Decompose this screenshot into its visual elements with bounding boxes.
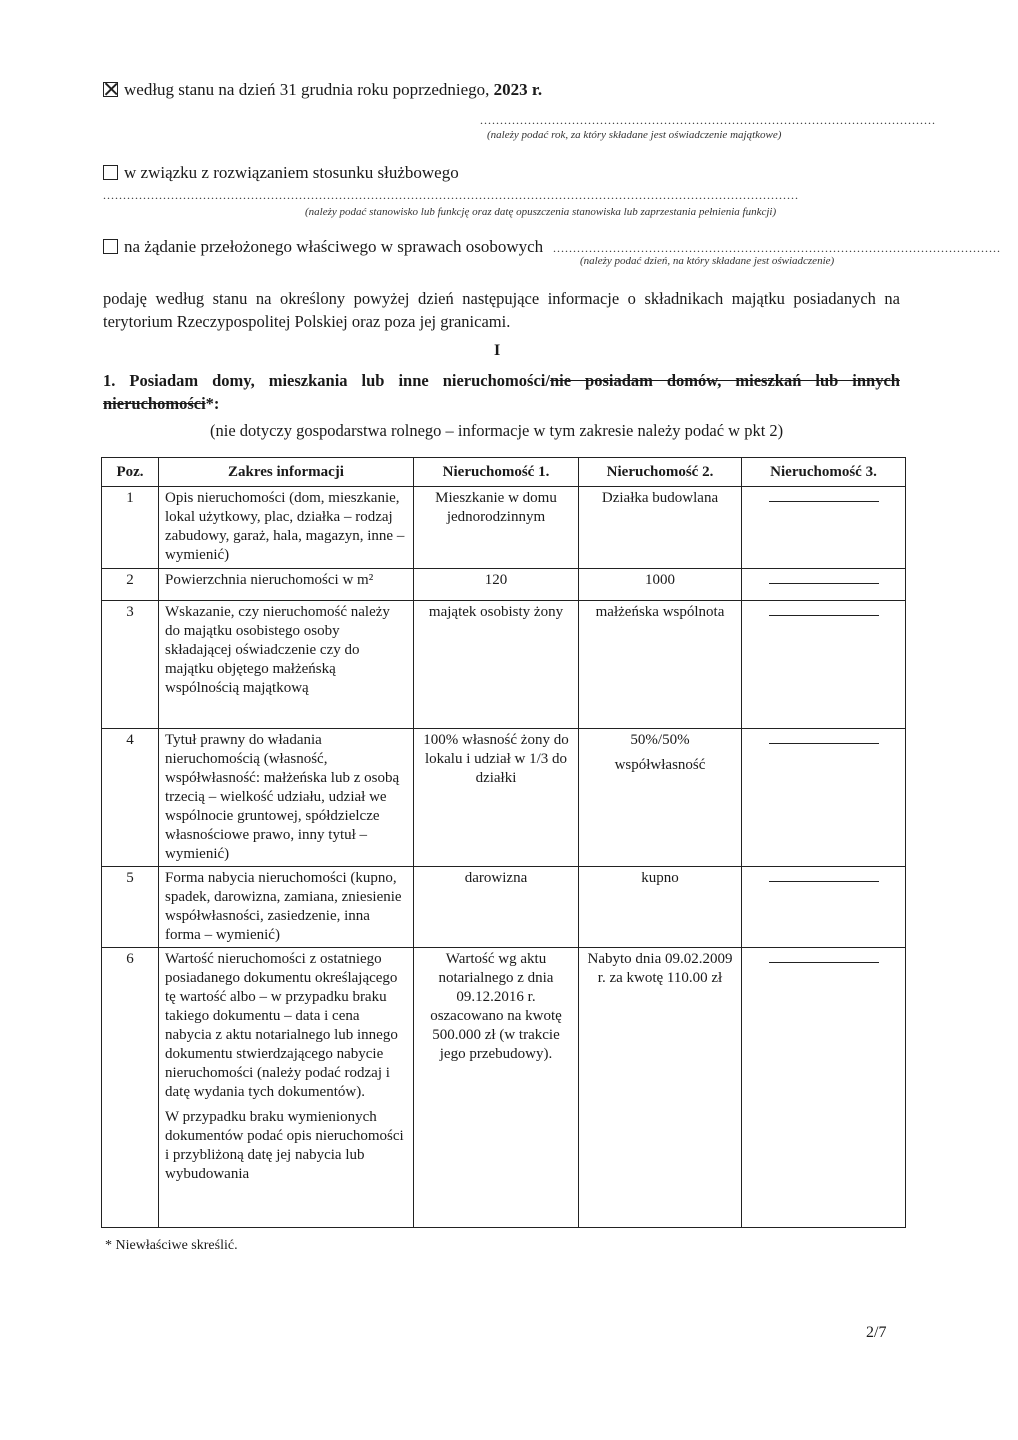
row-number: 2: [102, 569, 159, 601]
footnote: * Niewłaściwe skreślić.: [105, 1238, 238, 1253]
table-row: [102, 487, 906, 569]
row-description: Wskazanie, czy nieruchomość należy do majątku osobistego osoby składającej oświadczenie czy do majątku objętego małżeńską wspólnością majątkową: [159, 601, 414, 729]
header-poz: Poz.: [102, 458, 159, 487]
row-number: 5: [102, 867, 159, 948]
row-number: 1: [102, 487, 159, 569]
agriculture-note: (nie dotyczy gospodarstwa rolnego – informacje w tym zakresie należy podać w pkt 2): [210, 421, 784, 440]
dotted-line: ..................................................................................................................: [480, 113, 936, 127]
row-number: 4: [102, 729, 159, 867]
property-3-empty: [742, 601, 906, 729]
property-1-value: Mieszkanie w domu jednorodzinnym: [414, 487, 579, 569]
property-2-value: kupno: [579, 867, 742, 948]
row-description: [159, 948, 414, 1228]
property-2-value: małżeńska wspólnota: [579, 601, 742, 729]
description-part-1: Wartość nieruchomości z ostatniego posiadanego dokumentu określającego tę wartość albo – w przypadku braku takiego dokumentu – data i cena nabycia z aktu notarialnego lub innego dokumentu stwierdzającego nabycie nieruchomości (należy podać rodzaj i datę wydania tych dokumentów).: [165, 951, 398, 1100]
dotted-line: ..............................................................................................................................................................................: [103, 188, 799, 202]
option-termination: w związku z rozwiązaniem stosunku służbowego: [103, 163, 459, 183]
property-2-value: Działka budowlana: [579, 487, 742, 569]
option2-hint: (należy podać stanowisko lub funkcję oraz datę opuszczenia stanowiska lub zaprzestania pełnienia funkcji): [305, 206, 777, 218]
property-3-empty: [742, 569, 906, 601]
header-zakres: Zakres informacji: [159, 458, 414, 487]
row-description: Opis nieruchomości (dom, mieszkanie, lokal użytkowy, plac, działka – rodzaj zabudowy, garaż, hala, magazyn, inne – wymienić): [159, 487, 414, 569]
checkbox-year-end[interactable]: [103, 82, 118, 97]
property-3-empty: [742, 948, 906, 1228]
dotted-line: ................................................................................................................: [553, 241, 1001, 255]
property-3-empty: [742, 487, 906, 569]
table-row: [102, 569, 906, 601]
row-number: 3: [102, 601, 159, 729]
point-1-heading: 1. Posiadam domy, mieszkania lub inne nieruchomości/nie posiadam domów, mieszkań lub innych nieruchomości*:: [103, 371, 900, 413]
table-row: [102, 729, 906, 867]
header-nieruchomosc-3: Nieruchomość 3.: [742, 458, 906, 487]
description-part-2: W przypadku braku wymienionych dokumentów podać opis nieruchomości i przybliżoną datę jej nabycia lub wybudowania: [165, 1109, 404, 1182]
row-description: Tytuł prawny do władania nieruchomością (własność, współwłasność: małżeńska lub z osobą trzecią – wielkość udziału, udział we wspólnocie gruntowej, spółdzielcze własnościowe prawo, inny tytuł – wymienić): [159, 729, 414, 867]
page-number: 2/7: [866, 1324, 887, 1341]
property-1-value: 100% własność żony do lokalu i udział w 1/3 do działki: [414, 729, 579, 867]
property-1-value: Wartość wg aktu notarialnego z dnia 09.12.2016 r. oszacowano na kwotę 500.000 zł (w trakcie jego przebudowy).: [414, 948, 579, 1228]
property-2-value: 1000: [579, 569, 742, 601]
table-header-row: [102, 458, 906, 487]
option-year-value: 2023 r.: [493, 80, 543, 99]
property-1-value: darowizna: [414, 867, 579, 948]
property-2-value: [579, 729, 742, 867]
struck-text: nie posiadam domów, mieszkań lub innych nieruchomości: [103, 371, 900, 413]
property-3-empty: [742, 867, 906, 948]
intro-paragraph: podaję według stanu na określony powyżej dzień następujące informacje o składnikach majątku posiadanych na terytorium Rzeczypospolitej Polskiej oraz poza jej granicami.: [103, 289, 900, 331]
row-description: Powierzchnia nieruchomości w m²: [159, 569, 414, 601]
ownership-type: współwłasność: [614, 757, 706, 773]
header-nieruchomosc-2: Nieruchomość 2.: [579, 458, 742, 487]
table-row: [102, 948, 906, 1228]
row-number: 6: [102, 948, 159, 1228]
property-1-value: majątek osobisty żony: [414, 601, 579, 729]
option-year-end: według stanu na dzień 31 grudnia roku poprzedniego, 2023 r.: [103, 80, 542, 100]
property-3-empty: [742, 729, 906, 867]
option1-hint: (należy podać rok, za który składane jest oświadczenie majątkowe): [487, 129, 782, 141]
row-description: Forma nabycia nieruchomości (kupno, spadek, darowizna, zamiana, zniesienie współwłasności, zasiedzenie, inna forma – wymienić): [159, 867, 414, 948]
section-number: I: [494, 342, 501, 359]
table-row: [102, 867, 906, 948]
option-supervisor-request: na żądanie przełożonego właściwego w sprawach osobowych: [103, 237, 543, 257]
header-nieruchomosc-1: Nieruchomość 1.: [414, 458, 579, 487]
checkbox-supervisor-request[interactable]: [103, 239, 118, 254]
option3-hint: (należy podać dzień, na który składane jest oświadczenie): [580, 255, 835, 267]
property-2-value: Nabyto dnia 09.02.2009 r. za kwotę 110.00 zł: [579, 948, 742, 1228]
property-1-value: 120: [414, 569, 579, 601]
checkbox-termination[interactable]: [103, 165, 118, 180]
property-table: [101, 457, 906, 1228]
table-row: [102, 601, 906, 729]
ownership-share: 50%/50%: [630, 732, 690, 748]
